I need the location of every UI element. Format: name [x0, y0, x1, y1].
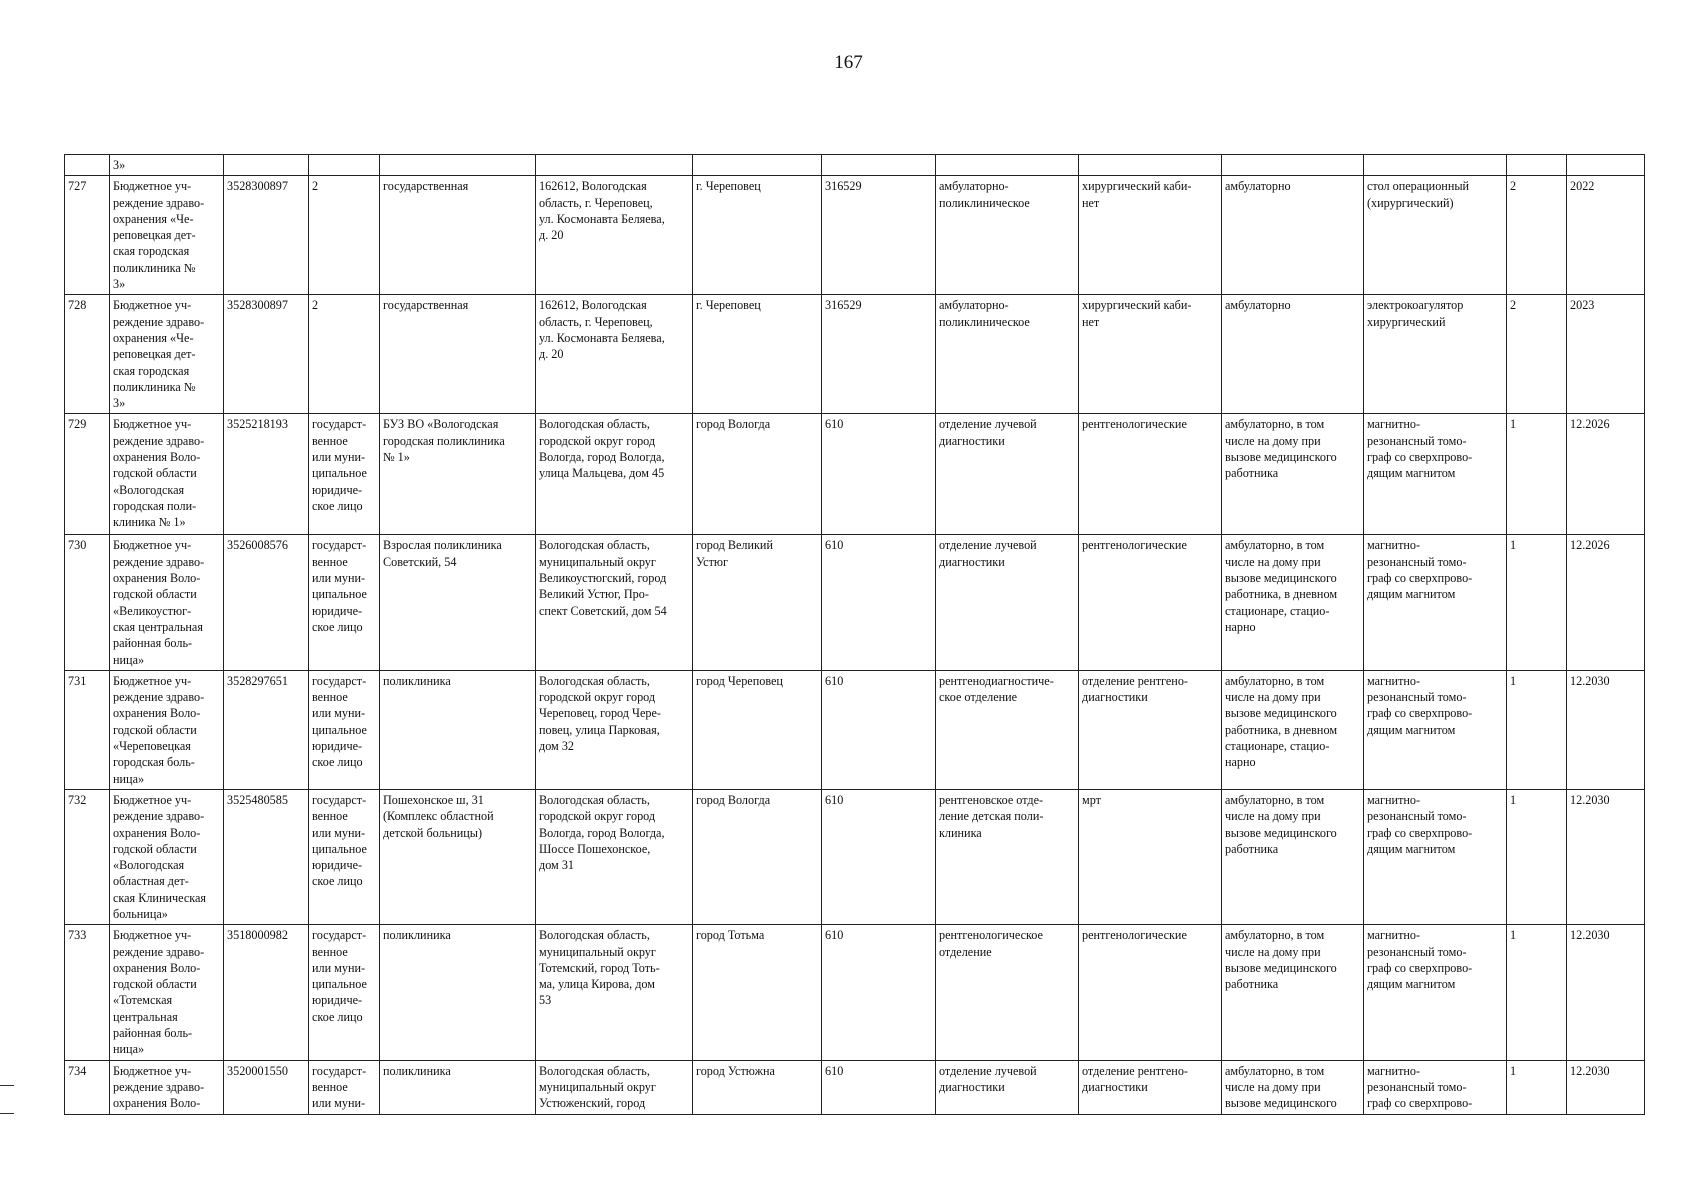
- locality-cell: г. Череповец: [693, 295, 822, 414]
- table-row: [65, 789, 1645, 924]
- quantity-cell: [1507, 155, 1567, 176]
- scan-margin-mark: [0, 1113, 14, 1114]
- quantity-cell: 2: [1507, 295, 1567, 414]
- locality-cell: город Тотьма: [693, 925, 822, 1060]
- equipment-cell: магнитно- резонансный томо- граф со сверхпрово- дящим магнитом: [1364, 414, 1507, 535]
- table-row-continuation: [65, 155, 1645, 176]
- ownership-cell: Пошехонское ш, 31 (Комплекс областной детской больницы): [380, 789, 536, 924]
- ownership-cell: БУЗ ВО «Вологодская городская поликлиника № 1»: [380, 414, 536, 535]
- oktmo-cell: 610: [822, 789, 936, 924]
- oktmo-cell: 610: [822, 535, 936, 670]
- organization-cell: Бюджетное уч- реждение здраво- охранения Воло- годской области «Великоустюг- ская центральная районная боль- ница»: [110, 535, 224, 670]
- year-cell: 12.2030: [1567, 925, 1645, 1060]
- conditions-cell: амбулаторно, в том числе на дому при вызове медицинского работника, в дневном стационаре, стацио- нарно: [1222, 535, 1364, 670]
- conditions-cell: амбулаторно, в том числе на дому при вызове медицинского: [1222, 1060, 1364, 1114]
- scan-margin-mark: [0, 1085, 14, 1086]
- equipment-cell: стол операционный (хирургический): [1364, 176, 1507, 295]
- equipment-cell: магнитно- резонансный томо- граф со сверхпрово-: [1364, 1060, 1507, 1114]
- ownership-cell: Взрослая поликлиника Советский, 54: [380, 535, 536, 670]
- unit-cell: рентгенологические: [1079, 925, 1222, 1060]
- page-number: 167: [834, 52, 863, 73]
- organization-cell: Бюджетное уч- реждение здраво- охранения Воло- годской области «Череповецкая городская боль- ница»: [110, 670, 224, 789]
- division-cell: амбулаторно- поликлиническое: [936, 176, 1079, 295]
- table-row: [65, 925, 1645, 1060]
- type-code-cell: государст- венное или муни- ципальное юридиче- ское лицо: [309, 789, 380, 924]
- address-cell: Вологодская область, городской округ город Вологда, город Вологда, улица Мальцева, дом 45: [536, 414, 693, 535]
- address-cell: 162612, Вологодская область, г. Череповец, ул. Космонавта Беляева, д. 20: [536, 176, 693, 295]
- equipment-cell: электрокоагулятор хирургический: [1364, 295, 1507, 414]
- locality-cell: город Великий Устюг: [693, 535, 822, 670]
- address-cell: Вологодская область, муниципальный округ Великоустюгский, город Великий Устюг, Про- спект Советский, дом 54: [536, 535, 693, 670]
- type-code-cell: государст- венное или муни- ципальное юридиче- ское лицо: [309, 414, 380, 535]
- oktmo-cell: 316529: [822, 176, 936, 295]
- oktmo-cell: 610: [822, 670, 936, 789]
- type-code-cell: 2: [309, 295, 380, 414]
- equipment-cell: магнитно- резонансный томо- граф со сверхпрово- дящим магнитом: [1364, 535, 1507, 670]
- division-cell: отделение лучевой диагностики: [936, 414, 1079, 535]
- oktmo-cell: [822, 155, 936, 176]
- equipment-registry-table: [64, 154, 1645, 1115]
- quantity-cell: 1: [1507, 414, 1567, 535]
- address-cell: Вологодская область, муниципальный округ Устюженский, город: [536, 1060, 693, 1114]
- ownership-cell: государственная: [380, 295, 536, 414]
- conditions-cell: амбулаторно, в том числе на дому при вызове медицинского работника, в дневном стационаре, стацио- нарно: [1222, 670, 1364, 789]
- address-cell: Вологодская область, муниципальный округ Тотемский, город Тоть- ма, улица Кирова, дом 53: [536, 925, 693, 1060]
- division-cell: рентгенологическое отделение: [936, 925, 1079, 1060]
- ownership-cell: поликлиника: [380, 925, 536, 1060]
- address-cell: 162612, Вологодская область, г. Череповец, ул. Космонавта Беляева, д. 20: [536, 295, 693, 414]
- locality-cell: город Вологда: [693, 789, 822, 924]
- organization-cell: Бюджетное уч- реждение здраво- охранения Воло- годской области «Вологодская городская поли- клиника № 1»: [110, 414, 224, 535]
- inn-cell: 3528300897: [224, 176, 309, 295]
- conditions-cell: амбулаторно: [1222, 295, 1364, 414]
- division-cell: рентгеновское отде- ление детская поли- клиника: [936, 789, 1079, 924]
- inn-cell: 3525218193: [224, 414, 309, 535]
- organization-cell: 3»: [110, 155, 224, 176]
- address-cell: Вологодская область, городской округ город Череповец, город Чере- повец, улица Парковая, дом 32: [536, 670, 693, 789]
- equipment-cell: магнитно- резонансный томо- граф со сверхпрово- дящим магнитом: [1364, 670, 1507, 789]
- conditions-cell: [1222, 155, 1364, 176]
- row-number-cell: 728: [65, 295, 110, 414]
- oktmo-cell: 610: [822, 925, 936, 1060]
- division-cell: отделение лучевой диагностики: [936, 1060, 1079, 1114]
- oktmo-cell: 610: [822, 414, 936, 535]
- unit-cell: мрт: [1079, 789, 1222, 924]
- unit-cell: [1079, 155, 1222, 176]
- organization-cell: Бюджетное уч- реждение здраво- охранения Воло-: [110, 1060, 224, 1114]
- unit-cell: рентгенологические: [1079, 414, 1222, 535]
- row-number-cell: 727: [65, 176, 110, 295]
- inn-cell: 3525480585: [224, 789, 309, 924]
- ownership-cell: государственная: [380, 176, 536, 295]
- quantity-cell: 1: [1507, 789, 1567, 924]
- type-code-cell: государст- венное или муни- ципальное юридиче- ское лицо: [309, 535, 380, 670]
- inn-cell: 3520001550: [224, 1060, 309, 1114]
- locality-cell: город Устюжна: [693, 1060, 822, 1114]
- unit-cell: рентгенологические: [1079, 535, 1222, 670]
- unit-cell: отделение рентгено- диагностики: [1079, 670, 1222, 789]
- organization-cell: Бюджетное уч- реждение здраво- охранения Воло- годской области «Тотемская центральная районная боль- ница»: [110, 925, 224, 1060]
- table-row: [65, 176, 1645, 295]
- organization-cell: Бюджетное уч- реждение здраво- охранения «Че- реповецкая дет- ская городская поликлиника № 3»: [110, 176, 224, 295]
- table-row: [65, 670, 1645, 789]
- address-cell: [536, 155, 693, 176]
- year-cell: 2022: [1567, 176, 1645, 295]
- year-cell: 12.2030: [1567, 789, 1645, 924]
- row-number-cell: 732: [65, 789, 110, 924]
- oktmo-cell: 316529: [822, 295, 936, 414]
- year-cell: 12.2026: [1567, 535, 1645, 670]
- equipment-cell: [1364, 155, 1507, 176]
- row-number-cell: 731: [65, 670, 110, 789]
- division-cell: [936, 155, 1079, 176]
- conditions-cell: амбулаторно, в том числе на дому при вызове медицинского работника: [1222, 789, 1364, 924]
- inn-cell: 3528297651: [224, 670, 309, 789]
- quantity-cell: 1: [1507, 670, 1567, 789]
- inn-cell: 3528300897: [224, 295, 309, 414]
- table-row: [65, 1060, 1645, 1114]
- organization-cell: Бюджетное уч- реждение здраво- охранения Воло- годской области «Вологодская областная дет- ская Клиническая больница»: [110, 789, 224, 924]
- table-row: [65, 295, 1645, 414]
- row-number-cell: 734: [65, 1060, 110, 1114]
- type-code-cell: государст- венное или муни- ципальное юридиче- ское лицо: [309, 925, 380, 1060]
- unit-cell: отделение рентгено- диагностики: [1079, 1060, 1222, 1114]
- unit-cell: хирургический каби- нет: [1079, 295, 1222, 414]
- ownership-cell: поликлиника: [380, 1060, 536, 1114]
- conditions-cell: амбулаторно: [1222, 176, 1364, 295]
- type-code-cell: [309, 155, 380, 176]
- locality-cell: г. Череповец: [693, 176, 822, 295]
- quantity-cell: 1: [1507, 925, 1567, 1060]
- equipment-cell: магнитно- резонансный томо- граф со сверхпрово- дящим магнитом: [1364, 789, 1507, 924]
- locality-cell: город Вологда: [693, 414, 822, 535]
- ownership-cell: поликлиника: [380, 670, 536, 789]
- year-cell: 12.2030: [1567, 1060, 1645, 1114]
- year-cell: 2023: [1567, 295, 1645, 414]
- inn-cell: 3518000982: [224, 925, 309, 1060]
- unit-cell: хирургический каби- нет: [1079, 176, 1222, 295]
- type-code-cell: 2: [309, 176, 380, 295]
- conditions-cell: амбулаторно, в том числе на дому при вызове медицинского работника: [1222, 414, 1364, 535]
- address-cell: Вологодская область, городской округ город Вологда, город Вологда, Шоссе Пошехонское, дом 31: [536, 789, 693, 924]
- conditions-cell: амбулаторно, в том числе на дому при вызове медицинского работника: [1222, 925, 1364, 1060]
- year-cell: 12.2030: [1567, 670, 1645, 789]
- oktmo-cell: 610: [822, 1060, 936, 1114]
- row-number-cell: 729: [65, 414, 110, 535]
- type-code-cell: государст- венное или муни- ципальное юридиче- ское лицо: [309, 670, 380, 789]
- row-number-cell: [65, 155, 110, 176]
- organization-cell: Бюджетное уч- реждение здраво- охранения «Че- реповецкая дет- ская городская поликлиника № 3»: [110, 295, 224, 414]
- type-code-cell: государст- венное или муни-: [309, 1060, 380, 1114]
- division-cell: амбулаторно- поликлиническое: [936, 295, 1079, 414]
- table-row: [65, 535, 1645, 670]
- locality-cell: город Череповец: [693, 670, 822, 789]
- ownership-cell: [380, 155, 536, 176]
- locality-cell: [693, 155, 822, 176]
- division-cell: отделение лучевой диагностики: [936, 535, 1079, 670]
- table-row: [65, 414, 1645, 535]
- year-cell: [1567, 155, 1645, 176]
- inn-cell: [224, 155, 309, 176]
- inn-cell: 3526008576: [224, 535, 309, 670]
- division-cell: рентгенодиагностиче- ское отделение: [936, 670, 1079, 789]
- year-cell: 12.2026: [1567, 414, 1645, 535]
- row-number-cell: 733: [65, 925, 110, 1060]
- quantity-cell: 1: [1507, 1060, 1567, 1114]
- quantity-cell: 2: [1507, 176, 1567, 295]
- quantity-cell: 1: [1507, 535, 1567, 670]
- row-number-cell: 730: [65, 535, 110, 670]
- equipment-cell: магнитно- резонансный томо- граф со сверхпрово- дящим магнитом: [1364, 925, 1507, 1060]
